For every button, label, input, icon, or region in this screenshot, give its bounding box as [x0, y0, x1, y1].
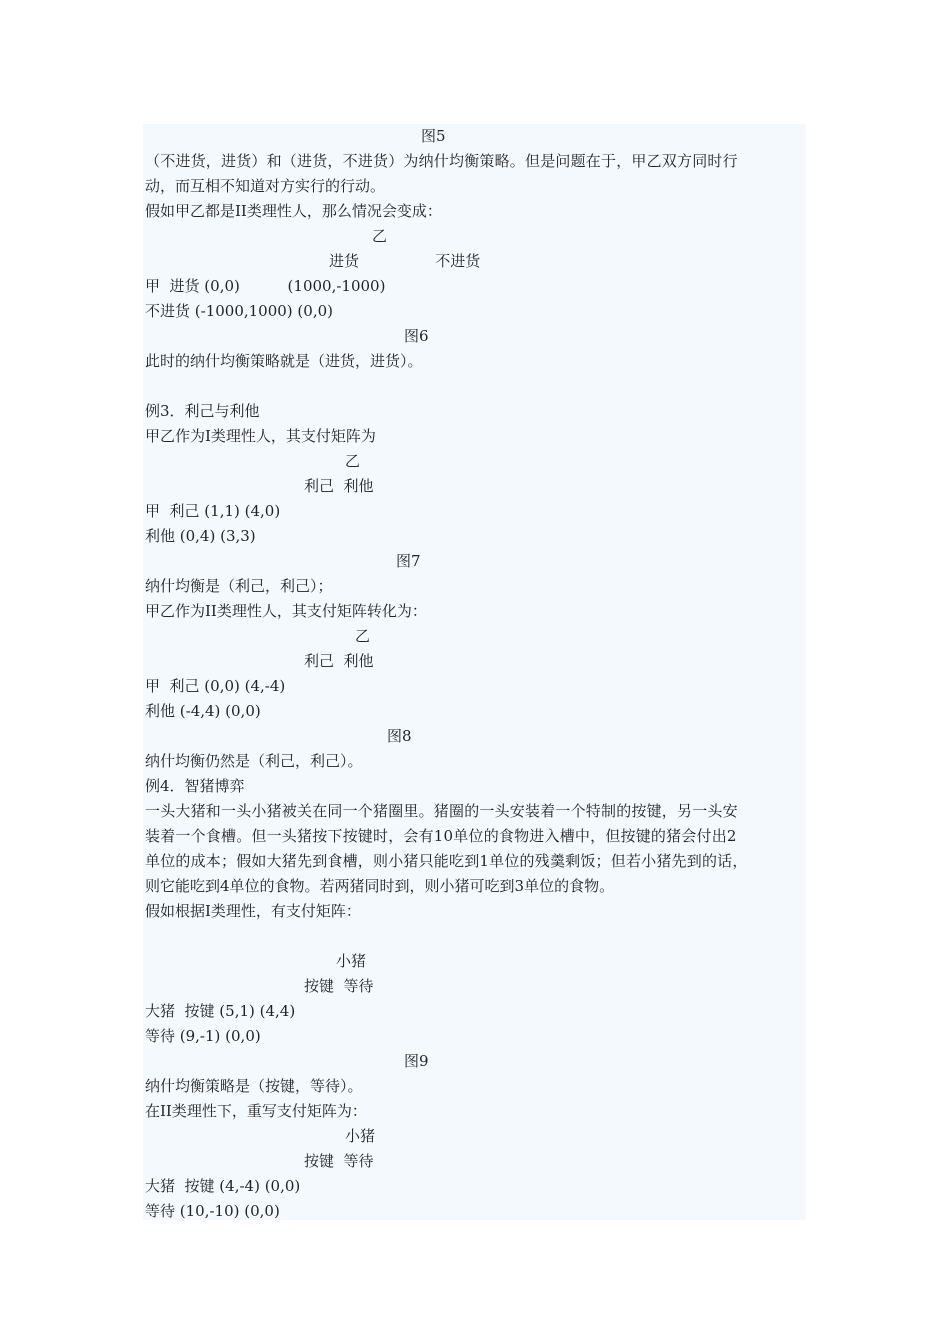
matrix-player-label: 乙	[372, 227, 388, 245]
document-page	[143, 124, 806, 1220]
figure-caption: 图9	[404, 1052, 429, 1070]
paragraph-line: 动，而互相不知道对方实行的行动。	[145, 177, 386, 195]
matrix-row: 等待 (9,-1) (0,0)	[145, 1027, 261, 1045]
section-heading: 例3．利己与利他	[145, 402, 260, 420]
figure-caption: 图8	[387, 727, 412, 745]
paragraph-line: 假如甲乙都是II类理性人，那么情况会变成：	[145, 202, 442, 220]
paragraph-line: 单位的成本；假如大猪先到食槽，则小猪只能吃到1单位的残羹剩饭；但若小猪先到的话，	[145, 852, 748, 870]
paragraph-line: 纳什均衡策略是（按键，等待）。	[145, 1077, 363, 1095]
matrix-column-headers: 进货 不进货	[329, 252, 481, 270]
matrix-row: 甲 利己 (1,1) (4,0)	[145, 502, 281, 520]
paragraph-line: 甲乙作为I类理性人，其支付矩阵为	[145, 427, 376, 445]
matrix-row: 利他 (0,4) (3,3)	[145, 527, 256, 545]
paragraph-line: （不进货，进货）和（进货，不进货）为纳什均衡策略。但是问题在于，甲乙双方同时行	[145, 152, 738, 170]
matrix-column-headers: 利己 利他	[304, 477, 374, 495]
matrix-row: 不进货 (-1000,1000) (0,0)	[145, 302, 333, 320]
matrix-column-headers: 按键 等待	[304, 1152, 374, 1170]
paragraph-line: 纳什均衡是（利己，利己）；	[145, 577, 333, 595]
matrix-row: 大猪 按键 (4,-4) (0,0)	[145, 1177, 301, 1195]
matrix-player-label: 乙	[355, 627, 371, 645]
paragraph-line: 则它能吃到4单位的食物。若两猪同时到，则小猪可吃到3单位的食物。	[145, 877, 615, 895]
matrix-player-label: 小猪	[345, 1127, 376, 1145]
paragraph-line: 纳什均衡仍然是（利己，利己）。	[145, 752, 363, 770]
paragraph-line: 此时的纳什均衡策略就是（进货，进货）。	[145, 352, 423, 370]
matrix-row: 甲 进货 (0,0) (1000,-1000)	[145, 277, 386, 295]
section-heading: 例4．智猪博弈	[145, 777, 245, 795]
matrix-player-label: 小猪	[336, 952, 367, 970]
figure-caption: 图5	[421, 127, 446, 145]
matrix-column-headers: 利己 利他	[304, 652, 374, 670]
matrix-column-headers: 按键 等待	[304, 977, 374, 995]
paragraph-line: 装着一个食槽。但一头猪按下按键时，会有10单位的食物进入槽中，但按键的猪会付出2	[145, 827, 737, 845]
matrix-player-label: 乙	[345, 452, 361, 470]
matrix-row: 甲 利己 (0,0) (4,-4)	[145, 677, 286, 695]
matrix-row: 大猪 按键 (5,1) (4,4)	[145, 1002, 296, 1020]
figure-caption: 图7	[396, 552, 421, 570]
paragraph-line: 一头大猪和一头小猪被关在同一个猪圈里。猪圈的一头安装着一个特制的按键，另一头安	[145, 802, 738, 820]
paragraph-line: 甲乙作为II类理性人，其支付矩阵转化为：	[145, 602, 427, 620]
matrix-row: 等待 (10,-10) (0,0)	[145, 1202, 280, 1220]
figure-caption: 图6	[404, 327, 429, 345]
paragraph-line: 在II类理性下，重写支付矩阵为：	[145, 1102, 367, 1120]
paragraph-line: 假如根据I类理性，有支付矩阵：	[145, 902, 361, 920]
matrix-row: 利他 (-4,4) (0,0)	[145, 702, 261, 720]
